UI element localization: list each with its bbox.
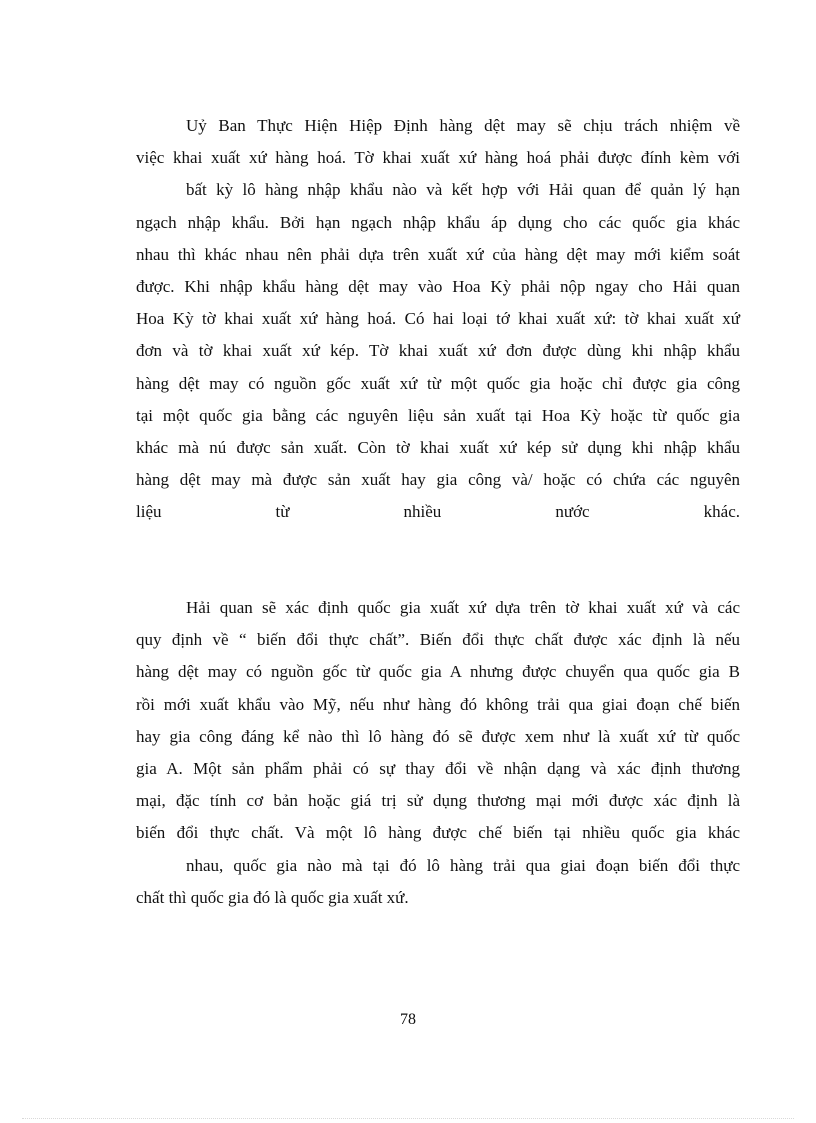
paragraph-line: đơn và tờ khai xuất xứ kép. Tờ khai xuất xứ đơn được dùng khi nhập khẩu [136,341,740,361]
paragraph-line: hay gia công đáng kể nào thì lô hàng đó sẽ được xem như là xuất xứ từ quốc [136,726,740,746]
paragraph-line: ngạch nhập khẩu. Bởi hạn ngạch nhập khẩu áp dụng cho các quốc gia khác [136,212,740,232]
paragraph-line: việc khai xuất xứ hàng hoá. Tờ khai xuất xứ hàng hoá phải được đính kèm với [136,148,740,168]
paragraph-line: khác mà nú được sản xuất. Còn tờ khai xuất xứ kép sử dụng khi nhập khẩu [136,437,740,457]
paragraph-line: rồi mới xuất khẩu vào Mỹ, nếu như hàng đó không trải qua giai đoạn chế biến [136,694,740,714]
paragraph-1 [136,110,740,528]
paragraph-line: hàng dệt may có nguồn gốc từ quốc gia A nhưng được chuyển qua quốc gia B [136,662,740,682]
paragraph-line: được. Khi nhập khẩu hàng dệt may vào Hoa Kỳ phải nộp ngay cho Hải quan [136,276,740,296]
paragraph-line: Hoa Kỳ tờ khai xuất xứ hàng hoá. Có hai loại tớ khai xuất xứ: tờ khai xuất xứ [136,309,740,329]
paragraph-line: tại một quốc gia bằng các nguyên liệu sản xuất tại Hoa Kỳ hoặc từ quốc gia [136,405,740,425]
paragraph-line: liệu từ nhiều nước khác. [136,502,740,522]
paragraph-line: quy định về “ biến đổi thực chất”. Biến đổi thực chất được xác định là nếu [136,630,740,650]
paragraph-line: gia A. Một sản phẩm phải có sự thay đổi về nhận dạng và xác định thương [136,758,740,778]
paragraph-line: hàng dệt may có nguồn gốc xuất xứ từ một quốc gia hoặc chỉ được gia công [136,373,740,393]
paragraph-line: nhau, quốc gia nào mà tại đó lô hàng trải qua giai đoạn biến đổi thực [186,855,740,875]
paragraph-line: chất thì quốc gia đó là quốc gia xuất xứ. [136,887,409,907]
paragraph-line: Hải quan sẽ xác định quốc gia xuất xứ dựa trên tờ khai xuất xứ và các [186,598,740,617]
paragraph-line: Uỷ Ban Thực Hiện Hiệp Định hàng dệt may sẽ chịu trách nhiệm về [186,116,740,135]
paragraph-line: bất kỳ lô hàng nhập khẩu nào và kết hợp với Hải quan để quản lý hạn [186,180,740,200]
page-number: 78 [400,1011,416,1028]
paragraph-line: biến đổi thực chất. Và một lô hàng được chế biến tại nhiều quốc gia khác [136,823,740,843]
paragraph-line: mại, đặc tính cơ bản hoặc giá trị sử dụng thương mại mới được xác định là [136,791,740,811]
paragraph-line: hàng dệt may mà được sản xuất hay gia công và/ hoặc có chứa các nguyên [136,470,740,490]
paragraph-2 [136,592,740,914]
paragraph-line: nhau thì khác nhau nên phải dựa trên xuất xứ của hàng dệt may mới kiểm soát [136,244,740,264]
page-bottom-divider [22,1118,794,1119]
